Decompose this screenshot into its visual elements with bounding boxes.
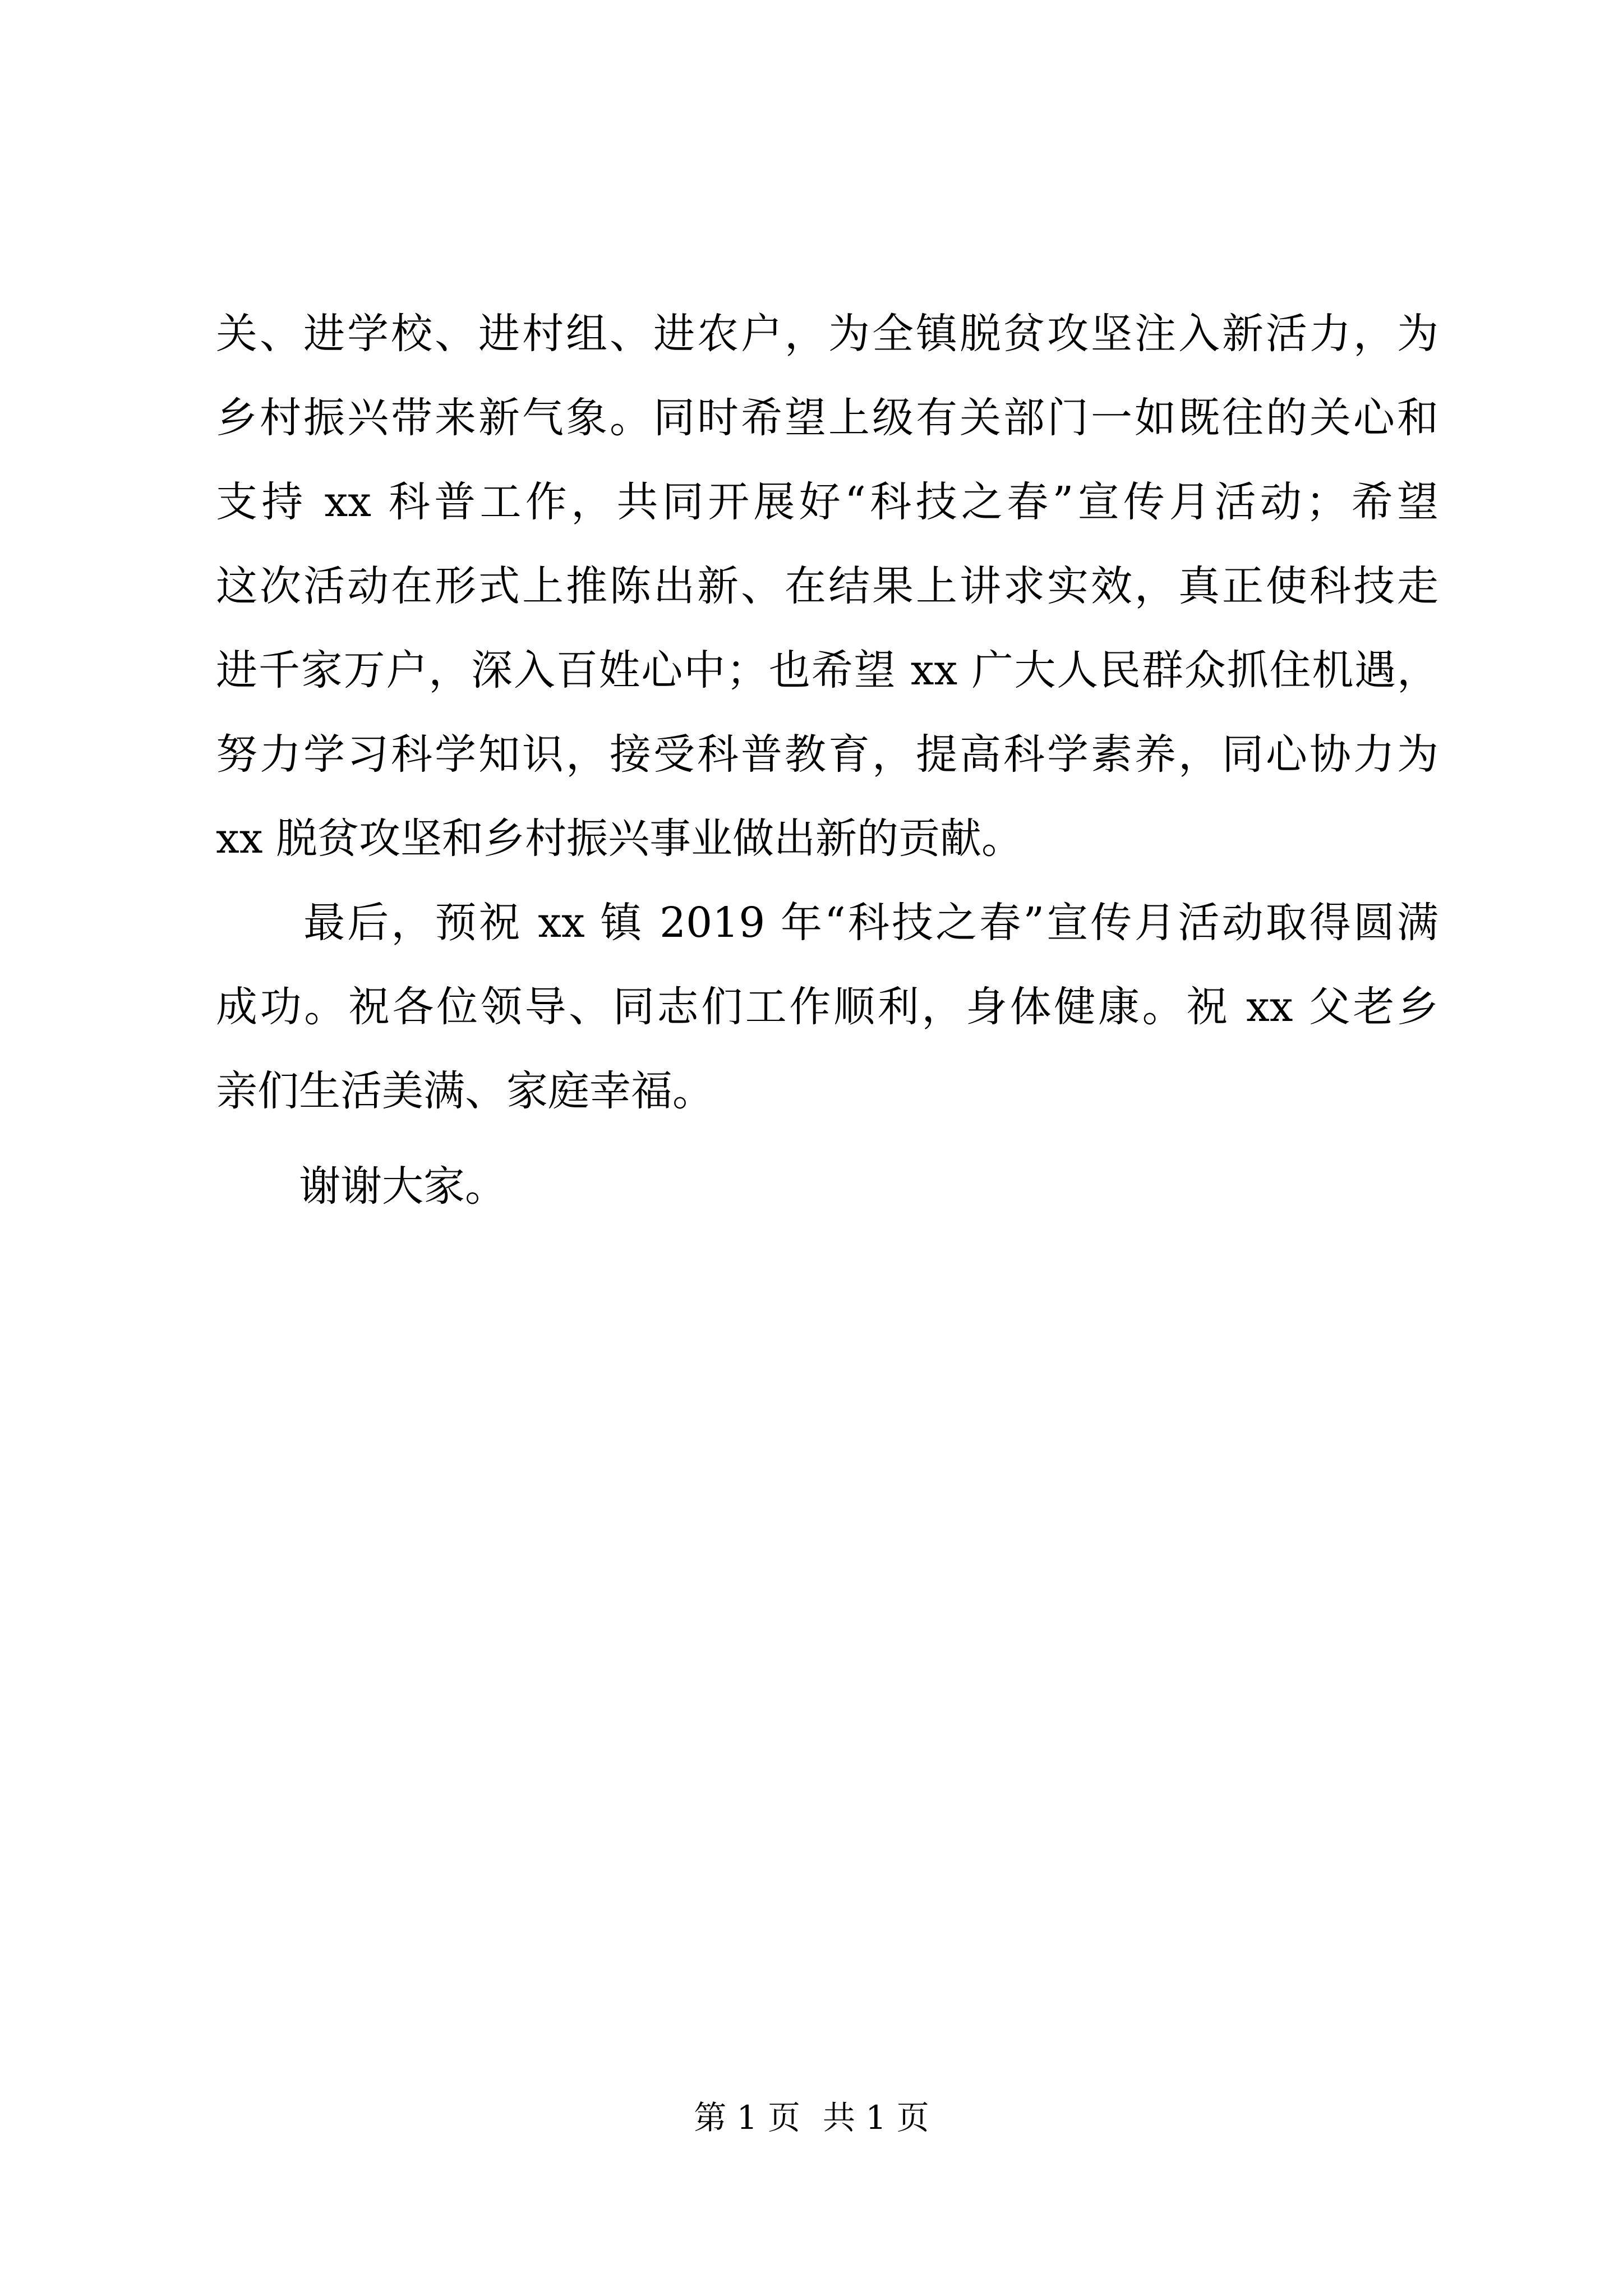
paragraph-2: [216, 881, 1438, 1133]
text-line: 关、进学校、进村组、进农户，为全镇脱贫攻坚注入新活力，为: [216, 310, 1438, 358]
text-line: xx 脱贫攻坚和乡村振兴事业做出新的贡献。: [216, 815, 1023, 863]
text-line: 乡村振兴带来新气象。同时希望上级有关部门一如既往的关心和: [216, 394, 1438, 442]
page-number-current: 第 1 页: [694, 2099, 800, 2137]
text-line: 支持 xx 科普工作，共同开展好“科技之春”宣传月活动；希望: [216, 478, 1438, 526]
text-line: 努力学习科学知识，接受科普教育，提高科学素养，同心协力为: [216, 730, 1438, 779]
text-line: 亲们生活美满、家庭幸福。: [216, 1067, 714, 1115]
text-line: 进千家万户，深入百姓心中；也希望 xx 广大人民群众抓住机遇，: [216, 646, 1438, 694]
text-line: 这次活动在形式上推陈出新、在结果上讲求实效，真正使科技走: [216, 562, 1438, 610]
text-line: 最后，预祝 xx 镇 2019 年“科技之春”宣传月活动取得圆满: [216, 899, 1438, 947]
text-line: 谢谢大家。: [216, 1162, 506, 1211]
text-line: 成功。祝各位领导、同志们工作顺利，身体健康。祝 xx 父老乡: [216, 983, 1438, 1031]
paragraph-3: [216, 1144, 1438, 1228]
document-body: [216, 292, 1438, 1228]
paragraph-1: [216, 292, 1438, 881]
page-footer: [0, 2095, 1623, 2140]
page-number-total: 共 1 页: [823, 2099, 929, 2137]
paragraph-spacer: [216, 1133, 1438, 1144]
